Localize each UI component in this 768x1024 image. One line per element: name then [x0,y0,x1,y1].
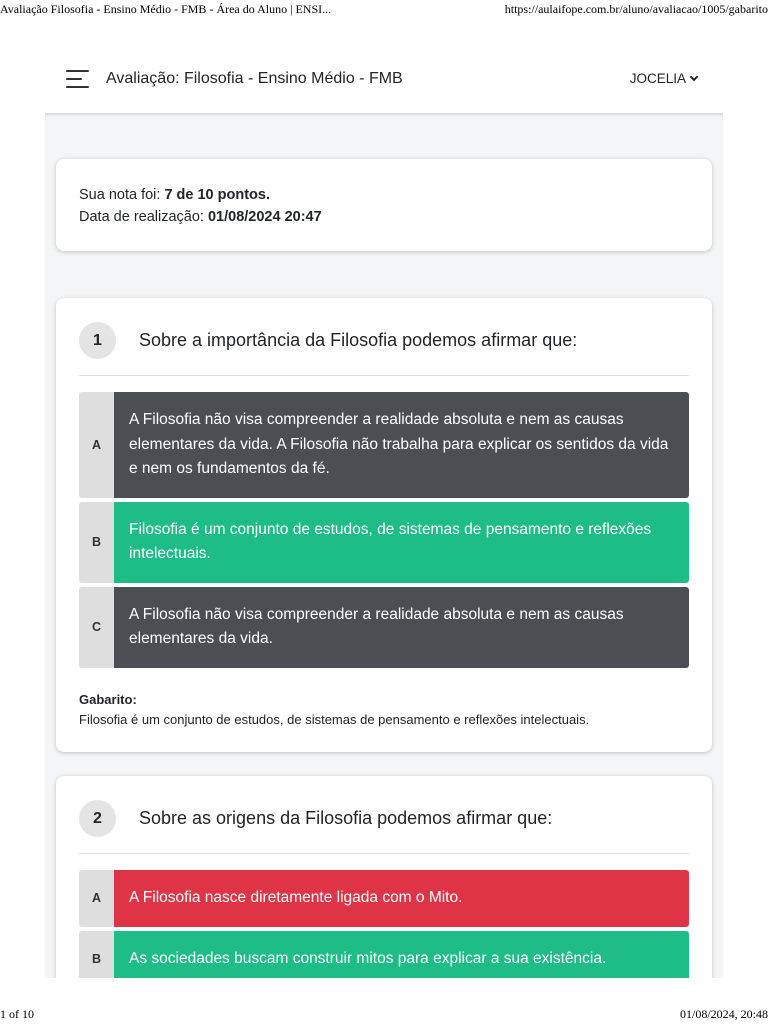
print-page-title: Avaliação Filosofia - Ensino Médio - FMB - Área do Aluno | ENSI... [0,2,332,16]
question-text: Sobre a importância da Filosofia podemos afirmar que: [139,330,578,350]
question-header [79,776,689,854]
option-a [79,870,689,927]
option-text: Filosofia é um conjunto de estudos, de sistemas de pensamento e reflexões intelectuais. [114,502,689,583]
option-text: A Filosofia não visa compreender a realidade absoluta e nem as causas elementares da vida. A Filosofia não trabalha para explicar os sentidos da vida e nem os fundamentos da fé. [114,392,689,498]
option-letter: A [79,392,114,498]
print-page-url: https://aulaifope.com.br/aluno/avaliacao/1005/gabarito [504,2,768,16]
question-card-2 [56,776,712,978]
option-letter: A [79,870,114,927]
question-header [79,298,689,376]
answer-key-text: Filosofia é um conjunto de estudos, de sistemas de pensamento e reflexões intelectuais. [79,711,590,727]
option-letter: B [79,502,114,583]
page-title: Avaliação: Filosofia - Ensino Médio - FMB [106,70,403,87]
options-list [79,854,689,978]
question-card-1 [56,298,712,752]
page-counter: 1 of 10 [0,1007,34,1021]
question-text: Sobre as origens da Filosofia podemos afirmar que: [139,808,553,828]
score-label: Sua nota foi: [79,187,165,203]
option-text: As sociedades buscam construir mitos para explicar a sua existência. [114,931,689,979]
main-content [45,113,723,978]
score-card [56,159,712,251]
option-b [79,502,689,583]
top-navbar [45,45,723,113]
option-c [79,587,689,668]
menu-icon[interactable] [66,70,89,88]
score-value: 7 de 10 pontos. [164,187,271,203]
user-menu-button[interactable] [630,71,697,86]
chevron-down-icon [690,72,698,80]
option-a [79,392,689,498]
print-footer [0,1006,768,1024]
option-text: A Filosofia não visa compreender a realidade absoluta e nem as causas elementares da vida. [114,587,689,668]
option-text: A Filosofia nasce diretamente ligada com o Mito. [114,870,689,927]
answer-key-label: Gabarito: [79,691,137,707]
print-header [0,0,768,18]
user-name: JOCELIA [629,71,686,86]
date-label: Data de realização: [79,209,208,225]
options-list [79,376,689,668]
question-number-badge: 1 [79,322,116,359]
option-letter: C [79,587,114,668]
question-number-badge: 2 [79,800,116,837]
score-line [79,184,689,206]
print-datetime: 01/08/2024, 20:48 [679,1007,768,1021]
date-value: 01/08/2024 20:47 [207,209,322,225]
option-letter: B [79,931,114,979]
answer-key [79,690,689,730]
option-b [79,931,689,979]
date-line [79,206,689,228]
